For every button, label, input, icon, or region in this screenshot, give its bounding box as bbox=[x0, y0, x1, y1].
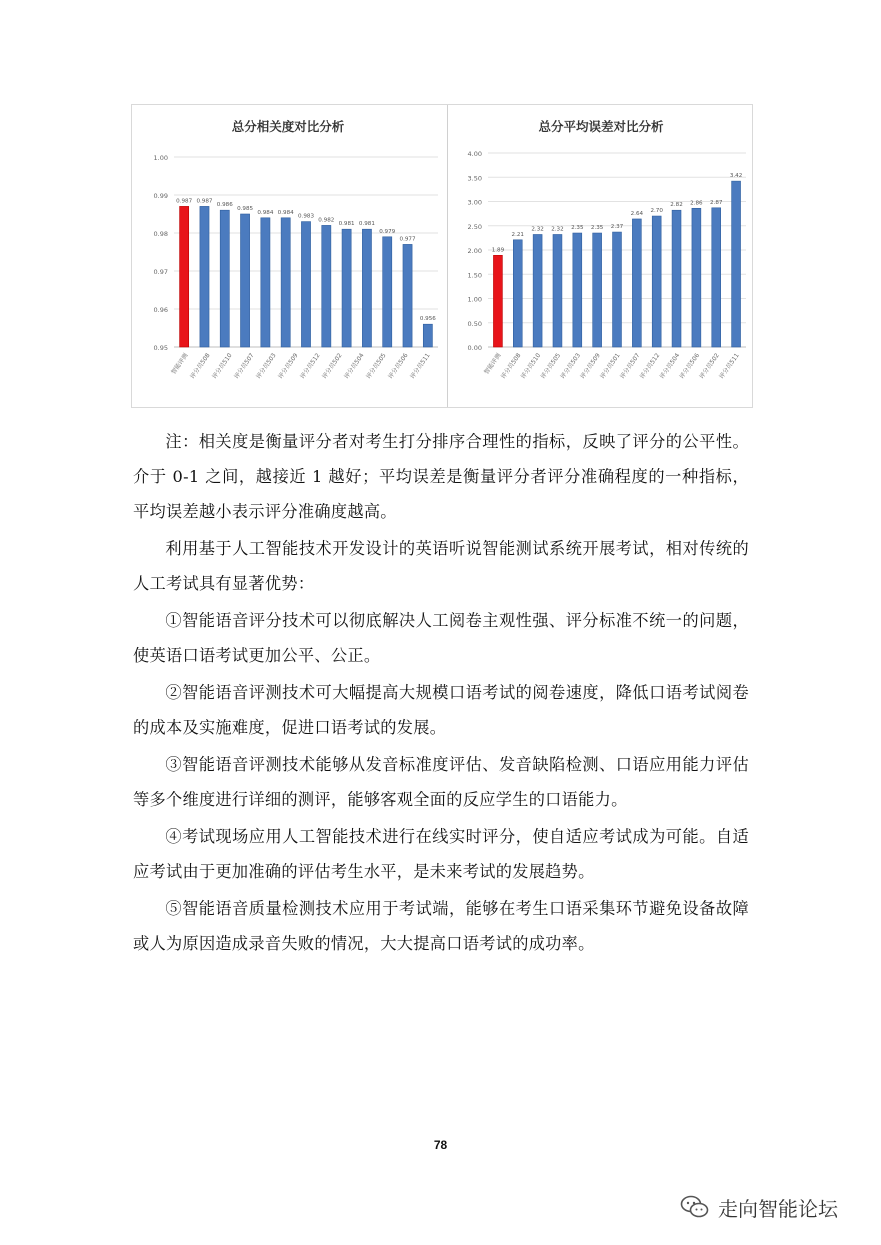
bar bbox=[493, 255, 502, 347]
data-label: 2.37 bbox=[610, 224, 624, 231]
y-tick-label: 0.95 bbox=[153, 344, 168, 352]
bar bbox=[652, 216, 661, 347]
bar bbox=[732, 181, 741, 347]
bar bbox=[632, 219, 641, 347]
y-tick-label: 1.50 bbox=[467, 271, 482, 280]
x-tick-label: 评分员509 bbox=[277, 352, 300, 381]
y-tick-label: 0.50 bbox=[467, 319, 482, 328]
x-tick-label: 评分员509 bbox=[579, 352, 602, 381]
x-tick-label: 评分员505 bbox=[365, 352, 388, 381]
x-tick-label: 评分员503 bbox=[255, 352, 278, 381]
x-tick-label: 评分员503 bbox=[559, 352, 582, 381]
y-tick-label: 0.99 bbox=[153, 192, 168, 200]
chart-title: 总分平均误差对比分析 bbox=[538, 119, 664, 134]
bar bbox=[513, 240, 522, 347]
bar bbox=[712, 208, 721, 347]
data-label: 2.82 bbox=[670, 202, 683, 209]
x-tick-label: 评分员507 bbox=[233, 352, 256, 381]
y-tick-label: 0.00 bbox=[467, 344, 482, 352]
x-tick-label: 评分员504 bbox=[343, 352, 366, 381]
x-tick-label: 评分员506 bbox=[387, 352, 410, 381]
bar bbox=[613, 232, 622, 347]
note-paragraph: 注：相关度是衡量评分者对考生打分排序合理性的指标，反映了评分的公平性。介于 0-1 之间，越接近 1 越好；平均误差是衡量评分者评分准确程度的一种指标，平均误差越小表示评分准确度越高。 bbox=[133, 432, 749, 521]
y-tick-label: 1.00 bbox=[153, 154, 168, 162]
error-chart-panel bbox=[447, 105, 753, 407]
x-tick-label: 评分员502 bbox=[698, 352, 721, 381]
watermark bbox=[680, 1190, 838, 1224]
x-tick-label: 评分员512 bbox=[638, 352, 662, 381]
intro-paragraph: 利用基于人工智能技术开发设计的英语听说智能测试系统开展考试，相对传统的人工考试具有显著优势： bbox=[133, 539, 749, 593]
data-label: 0.981 bbox=[358, 221, 375, 228]
data-label: 0.956 bbox=[419, 316, 436, 323]
x-tick-label: 评分员511 bbox=[409, 352, 432, 381]
correlation-chart-panel bbox=[132, 105, 445, 407]
x-tick-label: 评分员501 bbox=[599, 352, 622, 381]
x-tick-label: 智能评测 bbox=[170, 352, 190, 376]
y-tick-label: 2.50 bbox=[467, 222, 482, 231]
correlation-bar-chart bbox=[132, 105, 445, 407]
data-label: 0.984 bbox=[277, 209, 294, 216]
bar bbox=[200, 206, 209, 347]
bar bbox=[533, 234, 542, 347]
bar bbox=[180, 206, 189, 347]
y-tick-label: 0.98 bbox=[153, 230, 168, 238]
bar bbox=[322, 225, 331, 347]
advantage-paragraph-2: ②智能语音评测技术可大幅提高大规模口语考试的阅卷速度，降低口语考试阅卷的成本及实施难度，促进口语考试的发展。 bbox=[133, 683, 749, 737]
data-label: 1.89 bbox=[491, 247, 505, 254]
body-text bbox=[133, 424, 749, 963]
data-label: 0.981 bbox=[338, 221, 355, 228]
data-label: 0.982 bbox=[318, 217, 335, 224]
x-tick-label: 评分员510 bbox=[519, 352, 543, 381]
bar bbox=[220, 210, 229, 347]
bar bbox=[362, 229, 371, 347]
bar bbox=[383, 237, 392, 347]
data-label: 0.984 bbox=[257, 209, 274, 216]
data-label: 2.35 bbox=[571, 225, 584, 232]
y-tick-label: 4.00 bbox=[467, 150, 482, 158]
bar bbox=[261, 218, 270, 347]
y-tick-label: 3.50 bbox=[467, 174, 482, 183]
data-label: 0.987 bbox=[176, 198, 193, 205]
advantage-paragraph-5: ⑤智能语音质量检测技术应用于考试端，能够在考生口语采集环节避免设备故障或人为原因造成录音失败的情况，大大提高口语考试的成功率。 bbox=[133, 899, 749, 953]
data-label: 2.64 bbox=[630, 210, 644, 217]
data-label: 0.983 bbox=[297, 213, 315, 220]
bar bbox=[241, 214, 250, 347]
data-label: 3.42 bbox=[729, 173, 743, 180]
y-tick-label: 1.00 bbox=[467, 295, 482, 304]
bar bbox=[672, 210, 681, 347]
data-label: 2.87 bbox=[709, 199, 723, 206]
x-tick-label: 评分员506 bbox=[678, 352, 702, 381]
bar bbox=[423, 324, 432, 347]
data-label: 2.32 bbox=[531, 226, 544, 233]
y-tick-label: 0.97 bbox=[153, 268, 168, 276]
x-tick-label: 评分员507 bbox=[618, 352, 642, 381]
chart-figure bbox=[131, 104, 753, 408]
watermark-text: 走向智能论坛 bbox=[718, 1196, 838, 1221]
x-tick-label: 评分员510 bbox=[211, 352, 234, 381]
y-tick-label: 0.96 bbox=[153, 306, 168, 314]
bar bbox=[342, 229, 351, 347]
x-tick-label: 评分员508 bbox=[189, 352, 212, 381]
x-tick-label: 评分员511 bbox=[718, 352, 741, 381]
page-number: 78 bbox=[433, 1138, 448, 1152]
advantage-paragraph-1: ①智能语音评分技术可以彻底解决人工阅卷主观性强、评分标准不统一的问题，使英语口语考试更加公平、公正。 bbox=[133, 611, 749, 665]
y-tick-label: 2.00 bbox=[467, 247, 482, 255]
bar bbox=[593, 233, 602, 347]
data-label: 0.985 bbox=[237, 206, 254, 212]
average-error-bar-chart bbox=[448, 105, 753, 407]
data-label: 2.70 bbox=[650, 208, 663, 215]
data-label: 0.977 bbox=[399, 236, 416, 243]
bar bbox=[573, 233, 582, 347]
bar bbox=[553, 234, 562, 347]
data-label: 2.21 bbox=[511, 231, 525, 238]
wechat-icon bbox=[680, 1194, 710, 1220]
x-tick-label: 评分员505 bbox=[539, 352, 563, 381]
data-label: 2.32 bbox=[551, 226, 564, 233]
bar bbox=[403, 244, 412, 347]
advantage-paragraph-3: ③智能语音评测技术能够从发音标准度评估、发音缺陷检测、口语应用能力评估等多个维度进行详细的测评，能够客观全面的反应学生的口语能力。 bbox=[133, 755, 749, 809]
data-label: 0.987 bbox=[196, 198, 213, 205]
x-tick-label: 评分员512 bbox=[299, 352, 322, 381]
data-label: 0.986 bbox=[216, 202, 233, 209]
bar bbox=[692, 208, 701, 347]
bar bbox=[281, 218, 290, 347]
bar bbox=[301, 222, 310, 347]
x-tick-label: 智能评测 bbox=[483, 352, 503, 376]
data-label: 2.86 bbox=[690, 200, 703, 207]
x-tick-label: 评分员504 bbox=[658, 352, 682, 381]
data-label: 0.979 bbox=[379, 228, 396, 235]
chart-title: 总分相关度对比分析 bbox=[231, 119, 345, 134]
x-tick-label: 评分员508 bbox=[499, 352, 523, 381]
y-tick-label: 3.00 bbox=[467, 198, 482, 207]
data-label: 2.35 bbox=[590, 225, 604, 232]
x-tick-label: 评分员502 bbox=[321, 352, 344, 381]
advantage-paragraph-4: ④考试现场应用人工智能技术进行在线实时评分，使自适应考试成为可能。自适应考试由于更加准确的评估考生水平，是未来考试的发展趋势。 bbox=[133, 827, 749, 881]
